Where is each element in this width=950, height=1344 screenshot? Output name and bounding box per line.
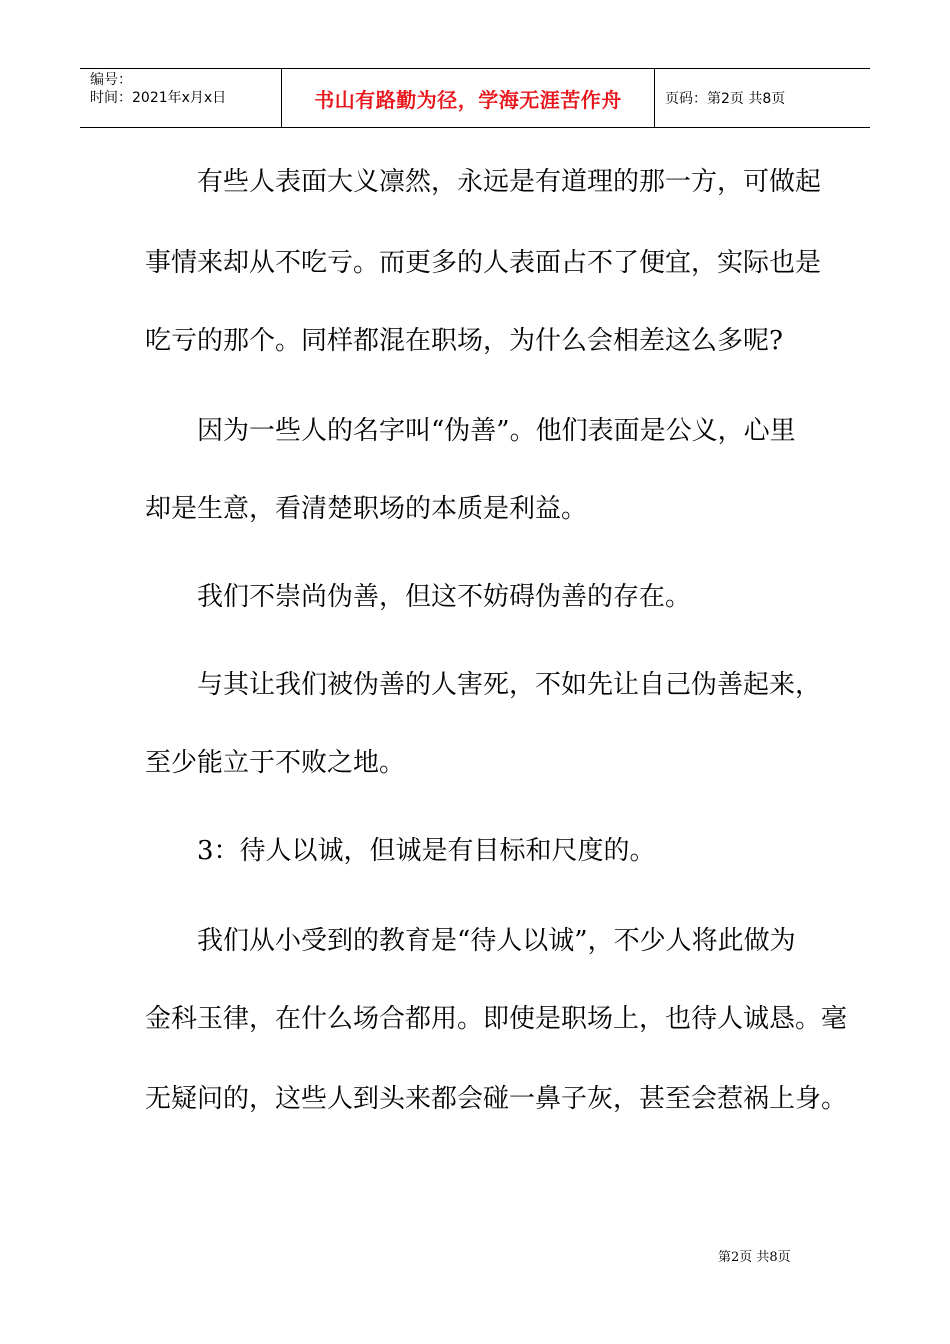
document-time: 时间：2021年x月x日 <box>90 90 227 106</box>
header-motto: 书山有路勤为径，学海无涯苦作舟 <box>282 69 655 127</box>
paragraph-6-line-3: 无疑问的，这些人到头来都会碰一鼻子灰，甚至会惹祸上身。 <box>145 1084 848 1114</box>
paragraph-2-line-1: 因为一些人的名字叫“伪善”。他们表面是公义，心里 <box>197 416 796 446</box>
document-number: 编号： <box>90 72 132 88</box>
paragraph-4-line-2: 至少能立于不败之地。 <box>145 748 406 778</box>
paragraph-1-line-3: 吃亏的那个。同样都混在职场，为什么会相差这么多呢? <box>145 326 783 356</box>
page-footer: 第2页 共8页 <box>718 1250 791 1265</box>
paragraph-6-line-2: 金科玉律，在什么场合都用。即使是职场上，也待人诚恳。毫 <box>145 1004 848 1034</box>
header-page-info: 页码：第2页 共8页 <box>665 91 786 107</box>
paragraph-3-line-1: 我们不崇尚伪善，但这不妨碍伪善的存在。 <box>197 582 692 612</box>
page-header <box>80 68 870 128</box>
header-meta <box>80 69 282 127</box>
paragraph-4-line-1: 与其让我们被伪善的人害死，不如先让自己伪善起来， <box>197 670 822 700</box>
paragraph-6-line-1: 我们从小受到的教育是“待人以诚”，不少人将此做为 <box>197 926 796 956</box>
paragraph-1-line-2: 事情来却从不吃亏。而更多的人表面占不了便宜，实际也是 <box>145 248 822 278</box>
paragraph-5-line-1: 3：待人以诚，但诚是有目标和尺度的。 <box>197 836 656 866</box>
paragraph-1-line-1: 有些人表面大义凛然，永远是有道理的那一方，可做起 <box>197 167 822 197</box>
paragraph-2-line-2: 却是生意，看清楚职场的本质是利益。 <box>145 494 588 524</box>
